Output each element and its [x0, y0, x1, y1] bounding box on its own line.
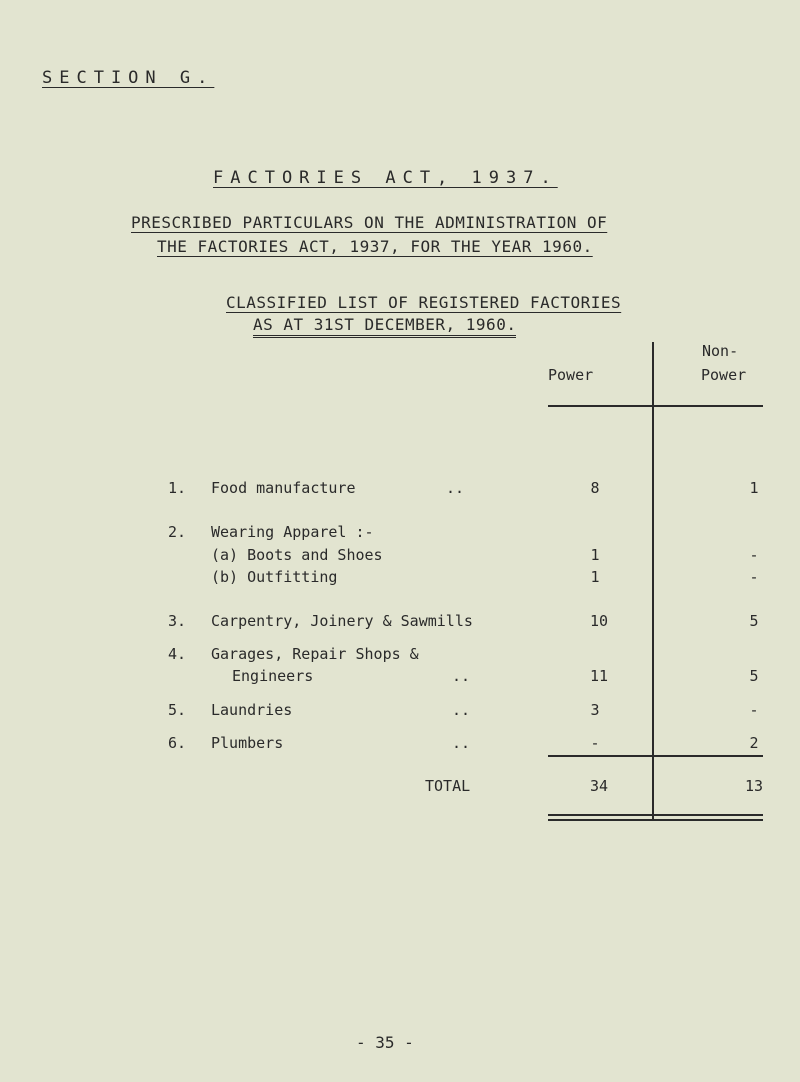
- row-label: Wearing Apparel :-: [211, 523, 374, 541]
- page-number: - 35 -: [356, 1033, 414, 1052]
- row-non-power: 1: [749, 479, 759, 497]
- classified-heading-line2: AS AT 31ST DECEMBER, 1960.: [253, 315, 516, 338]
- header-rule: [548, 405, 763, 407]
- row-non-power: 5: [749, 612, 759, 630]
- column-header-power: Power: [548, 366, 594, 384]
- row-dots: ..: [452, 701, 471, 719]
- row-power: 10: [589, 612, 609, 630]
- row-label: Engineers: [232, 667, 314, 685]
- row-dots: ..: [452, 667, 471, 685]
- total-non-power: 13: [744, 777, 764, 795]
- row-dots: ..: [446, 479, 465, 497]
- prescribed-heading-line2: THE FACTORIES ACT, 1937, FOR THE YEAR 1960.: [157, 237, 593, 256]
- row-label: (a) Boots and Shoes: [211, 546, 383, 564]
- column-header-non-power-2: Power: [701, 366, 747, 384]
- row-power: 3: [590, 701, 600, 719]
- total-power: 34: [589, 777, 609, 795]
- row-label: Plumbers: [211, 734, 284, 752]
- row-power: 11: [589, 667, 609, 685]
- row-number: 5.: [168, 701, 187, 719]
- row-power: 1: [590, 546, 600, 564]
- row-non-power: 2: [749, 734, 759, 752]
- row-label: Food manufacture: [211, 479, 356, 497]
- row-power: 8: [590, 479, 600, 497]
- row-label: (b) Outfitting: [211, 568, 338, 586]
- row-non-power: -: [749, 546, 759, 564]
- row-number: 2.: [168, 523, 187, 541]
- row-number: 1.: [168, 479, 187, 497]
- row-label: Garages, Repair Shops &: [211, 645, 419, 663]
- section-heading: SECTION G.: [42, 68, 215, 88]
- row-label: Carpentry, Joinery & Sawmills: [211, 612, 473, 630]
- row-number: 4.: [168, 645, 187, 663]
- row-non-power: -: [749, 701, 759, 719]
- row-power: -: [590, 734, 600, 752]
- row-number: 6.: [168, 734, 187, 752]
- row-dots: ..: [452, 734, 471, 752]
- total-label: TOTAL: [425, 777, 471, 795]
- row-non-power: -: [749, 568, 759, 586]
- classified-heading-line1: CLASSIFIED LIST OF REGISTERED FACTORIES: [226, 293, 622, 312]
- row-number: 3.: [168, 612, 187, 630]
- column-header-non-power-1: Non-: [702, 342, 739, 360]
- row-label: Laundries: [211, 701, 293, 719]
- total-bottom-rule-1: [548, 814, 763, 816]
- total-bottom-rule-2: [548, 819, 763, 821]
- total-top-rule: [548, 755, 763, 757]
- act-heading: FACTORIES ACT, 1937.: [213, 168, 558, 188]
- row-non-power: 5: [749, 667, 759, 685]
- row-power: 1: [590, 568, 600, 586]
- column-divider: [652, 342, 654, 819]
- prescribed-heading-line1: PRESCRIBED PARTICULARS ON THE ADMINISTRATION OF: [131, 213, 608, 232]
